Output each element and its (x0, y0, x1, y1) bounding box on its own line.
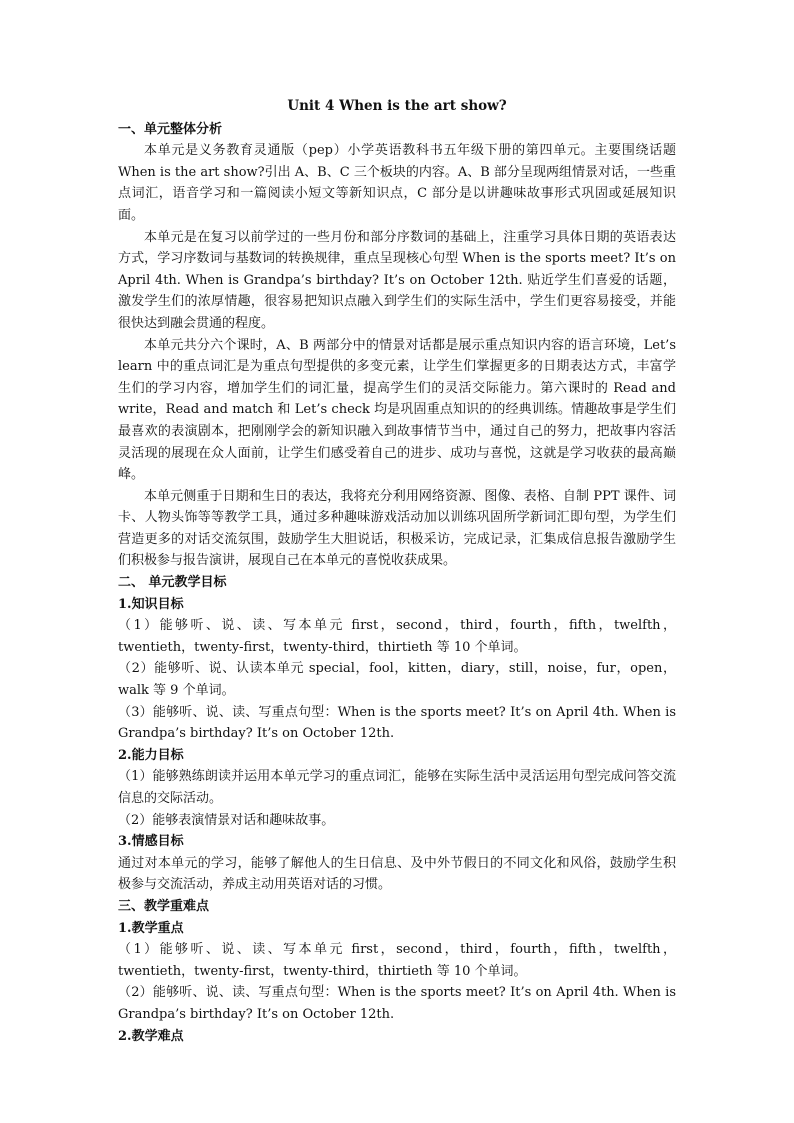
emotion-goal-text: 通过对本单元的学习，能够了解他人的生日信息、及中外节假日的不同文化和风俗，鼓励学生积极参与交流活动，养成主动用英语对话的习惯。 (118, 855, 676, 893)
section-heading-teaching-goals: 二、 单元教学目标 (118, 575, 227, 591)
subheading-knowledge-goals: 1.知识目标 (118, 596, 184, 612)
knowledge-goal-item: （1）能够听、说、读、写本单元 first，second，third，fourth，fifth，twelfth，twentieth，twenty-first，twenty-third，thirtieth 等 10 个单词。 (118, 618, 676, 655)
analysis-paragraph-4: 本单元侧重于日期和生日的表达，我将充分利用网络资源、图像、表格、自制 PPT 课件、词卡、人物头饰等等教学工具，通过多种趣味游戏活动加以训练巩固所学新词汇即句型，为学生们营造更多的对话交流氛围，鼓励学生大胆说话，积极采访，完成记录，汇集成信息报告激励学生们积极参与报告演讲，展现自己在本单元的喜悦收获成果。 (118, 488, 676, 569)
section-heading-unit-analysis: 一、单元整体分析 (118, 121, 223, 137)
subheading-difficult-points: 2.教学难点 (118, 1028, 184, 1044)
key-point-item: （2）能够听、说、读、写重点句型：When is the sports meet? It’s on April 4th. When is Grandpa’s birthday? It’s on October 12th. (118, 985, 676, 1022)
analysis-paragraph-1: 本单元是义务教育灵通版（pep）小学英语教科书五年级下册的第四单元。主要围绕话题 When is the art show?引出 A、B、C 三个板块的内容。A、B 部分呈现两组情景对话，一些重点词汇，语音学习和一篇阅读小短文等新知识点，C 部分是以讲趣味故事形式巩固或延展知识面。 (118, 143, 676, 223)
ability-goal-item: （2）能够表演情景对话和趣味故事。 (118, 812, 335, 828)
key-point-item: （1）能够听、说、读、写本单元 first，second，third，fourth，fifth，twelfth，twentieth，twenty-first，twenty-third，thirtieth 等 10 个单词。 (118, 942, 676, 979)
subheading-key-points: 1.教学重点 (118, 920, 184, 936)
section-heading-key-difficult-points: 三、教学重难点 (118, 898, 210, 914)
knowledge-goal-item: （2）能够听、说、认读本单元 special，fool，kitten，diary，still，noise，fur，open，walk 等 9 个单词。 (118, 661, 676, 699)
analysis-paragraph-2: 本单元是在复习以前学过的一些月份和部分序数词的基础上，注重学习具体日期的英语表达方式，学习序数词与基数词的转换规律，重点呈现核心句型 When is the sports meet? It’s on April 4th. When is Grandpa’s birthday? It’s on October 12th. 贴近学生们喜爱的话题，激发学生们的浓厚情趣，很容易把知识点融入到学生们的实际生活中，学生们更容易接受，并能很快达到融会贯通的程度。 (118, 229, 676, 331)
subheading-emotion-goals: 3.情感目标 (118, 834, 184, 850)
analysis-paragraph-3: 本单元共分六个课时，A、B 两部分中的情景对话都是展示重点知识内容的语言环境，Let’s learn 中的重点词汇是为重点句型提供的多变元素，让学生们掌握更多的日期表达方式，丰富学生们的学习内容，增加学生们的词汇量，提高学生们的灵活交际能力。第六课时的 Read and write，Read and match 和 Let’s check 均是巩固重点知识的的经典训练。情趣故事是学生们最喜欢的表演剧本，把刚刚学会的新知识融入到故事情节当中，通过自己的努力，把故事内容活灵活现的展现在众人面前，让学生们感受着自己的进步、成功与喜悦，这就是学习收获的最高巅峰。 (118, 337, 676, 483)
document-title: Unit 4 When is the art show? (287, 98, 507, 114)
document-page (118, 96, 676, 1047)
knowledge-goal-item: （3）能够听、说、读、写重点句型：When is the sports meet? It’s on April 4th. When is Grandpa’s birthday? It’s on October 12th. (118, 704, 676, 742)
ability-goal-item: （1）能够熟练朗读并运用本单元学习的重点词汇，能够在实际生活中灵活运用句型完成问答交流信息的交际活动。 (118, 769, 676, 806)
subheading-ability-goals: 2.能力目标 (118, 747, 184, 763)
